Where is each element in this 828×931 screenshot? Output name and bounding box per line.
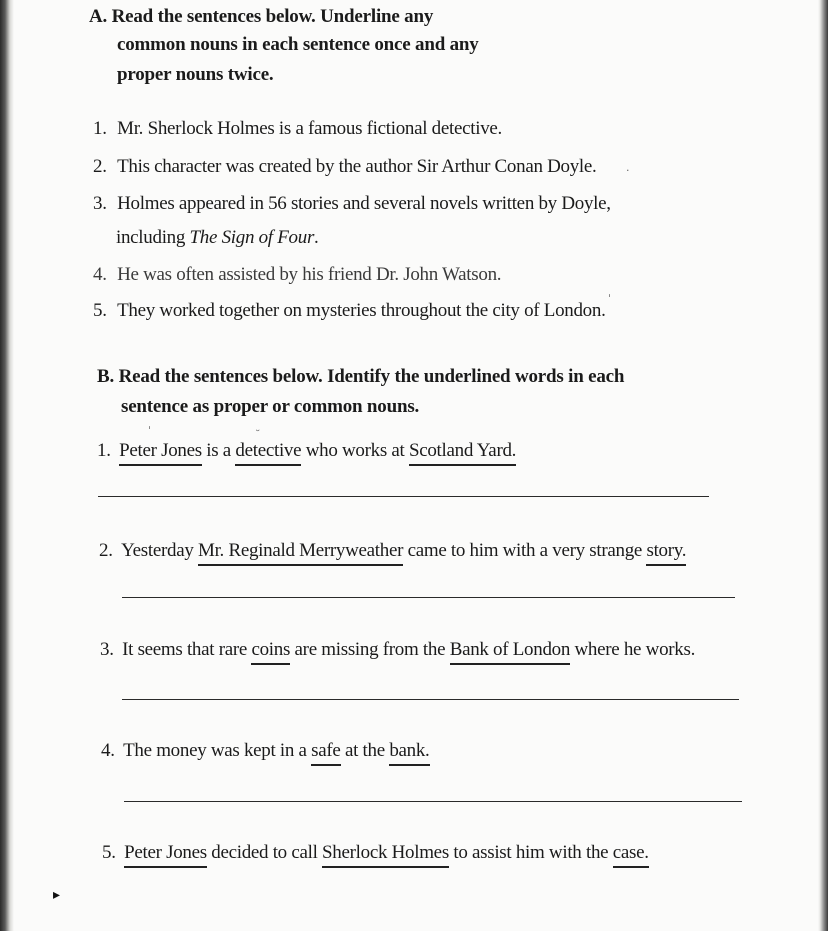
section-a-heading-line1: A. Read the sentences below. Underline any [89,6,434,27]
item-number: 5. [93,300,107,321]
item-number: 2. [93,156,107,177]
stray-pencil-mark: ˘ [255,428,261,441]
section-a-item-3-continued [116,227,319,249]
item-text: are missing from the [290,639,450,660]
item-text: to assist him with the [448,842,613,863]
section-b-item-1 [97,440,516,466]
section-a-item-1 [93,118,502,140]
section-a-heading-line2: common nouns in each sentence once and any [117,34,479,55]
underlined-word: detective [235,440,301,466]
item-number: 3. [93,193,107,214]
item-text: at the [340,740,390,761]
page-right-edge [818,0,828,931]
underlined-word: safe [311,740,340,766]
page-left-edge [0,0,14,931]
item-text: He was often assisted by his friend Dr. John Watson. [117,264,502,285]
section-a-item-2 [93,156,597,178]
answer-line-1[interactable] [98,496,709,497]
item-text: including [116,227,190,248]
section-a-item-5 [93,300,606,322]
underlined-word: Peter Jones [124,842,207,868]
item-number: 1. [97,440,111,461]
stray-arrow-mark: ▸ [53,887,61,903]
item-number: 3. [100,639,114,660]
section-b-item-4 [101,740,430,766]
answer-line-2[interactable] [122,597,735,598]
item-number: 1. [93,118,107,139]
underlined-word: coins [251,639,290,665]
item-text: The money was kept in a [123,740,312,761]
item-text: They worked together on mysteries throughout the city of London. [117,300,606,321]
item-text: decided to call [206,842,323,863]
answer-line-4[interactable] [124,801,742,802]
section-b-item-2 [99,540,686,566]
section-b-heading-line2: sentence as proper or common nouns. [121,396,420,417]
item-text: Mr. Sherlock Holmes is a famous fictional detective. [117,118,502,139]
underlined-word: Scotland Yard. [409,440,516,466]
underlined-word: bank. [389,740,429,766]
section-b-heading-line1: B. Read the sentences below. Identify the underlined words in each [97,366,625,387]
item-text: is a [201,440,236,461]
item-number: 4. [101,740,115,761]
item-number: 2. [99,540,113,561]
item-text: Yesterday [121,540,198,561]
item-number: 5. [102,842,116,863]
stray-dot-mark: · [626,164,630,177]
item-text: Holmes appeared in 56 stories and several novels written by Doyle, [117,193,611,214]
item-text: where he works. [570,639,696,660]
underlined-word: Mr. Reginald Merryweather [198,540,403,566]
stray-dot-mark: ˈ [608,292,612,305]
stray-pencil-mark: ˈ [148,424,152,437]
underlined-word: Peter Jones [119,440,202,466]
underlined-word: story. [646,540,686,566]
underlined-word: Sherlock Holmes [322,842,449,868]
book-title: The Sign of Four [189,227,315,248]
section-a-item-3 [93,193,611,215]
item-text: who works at [301,440,409,461]
item-text: It seems that rare [122,639,252,660]
answer-line-3[interactable] [122,699,739,700]
section-b-item-3 [100,639,695,665]
underlined-word: Bank of London [450,639,570,665]
underlined-word: case. [613,842,649,868]
item-text: This character was created by the author Sir Arthur Conan Doyle. [117,156,597,177]
item-text: came to him with a very strange [403,540,647,561]
section-a-item-4 [93,264,501,286]
section-b-item-5 [102,842,649,868]
section-a-heading-line3: proper nouns twice. [117,64,274,85]
item-number: 4. [93,264,107,285]
item-text-end: . [314,227,319,248]
